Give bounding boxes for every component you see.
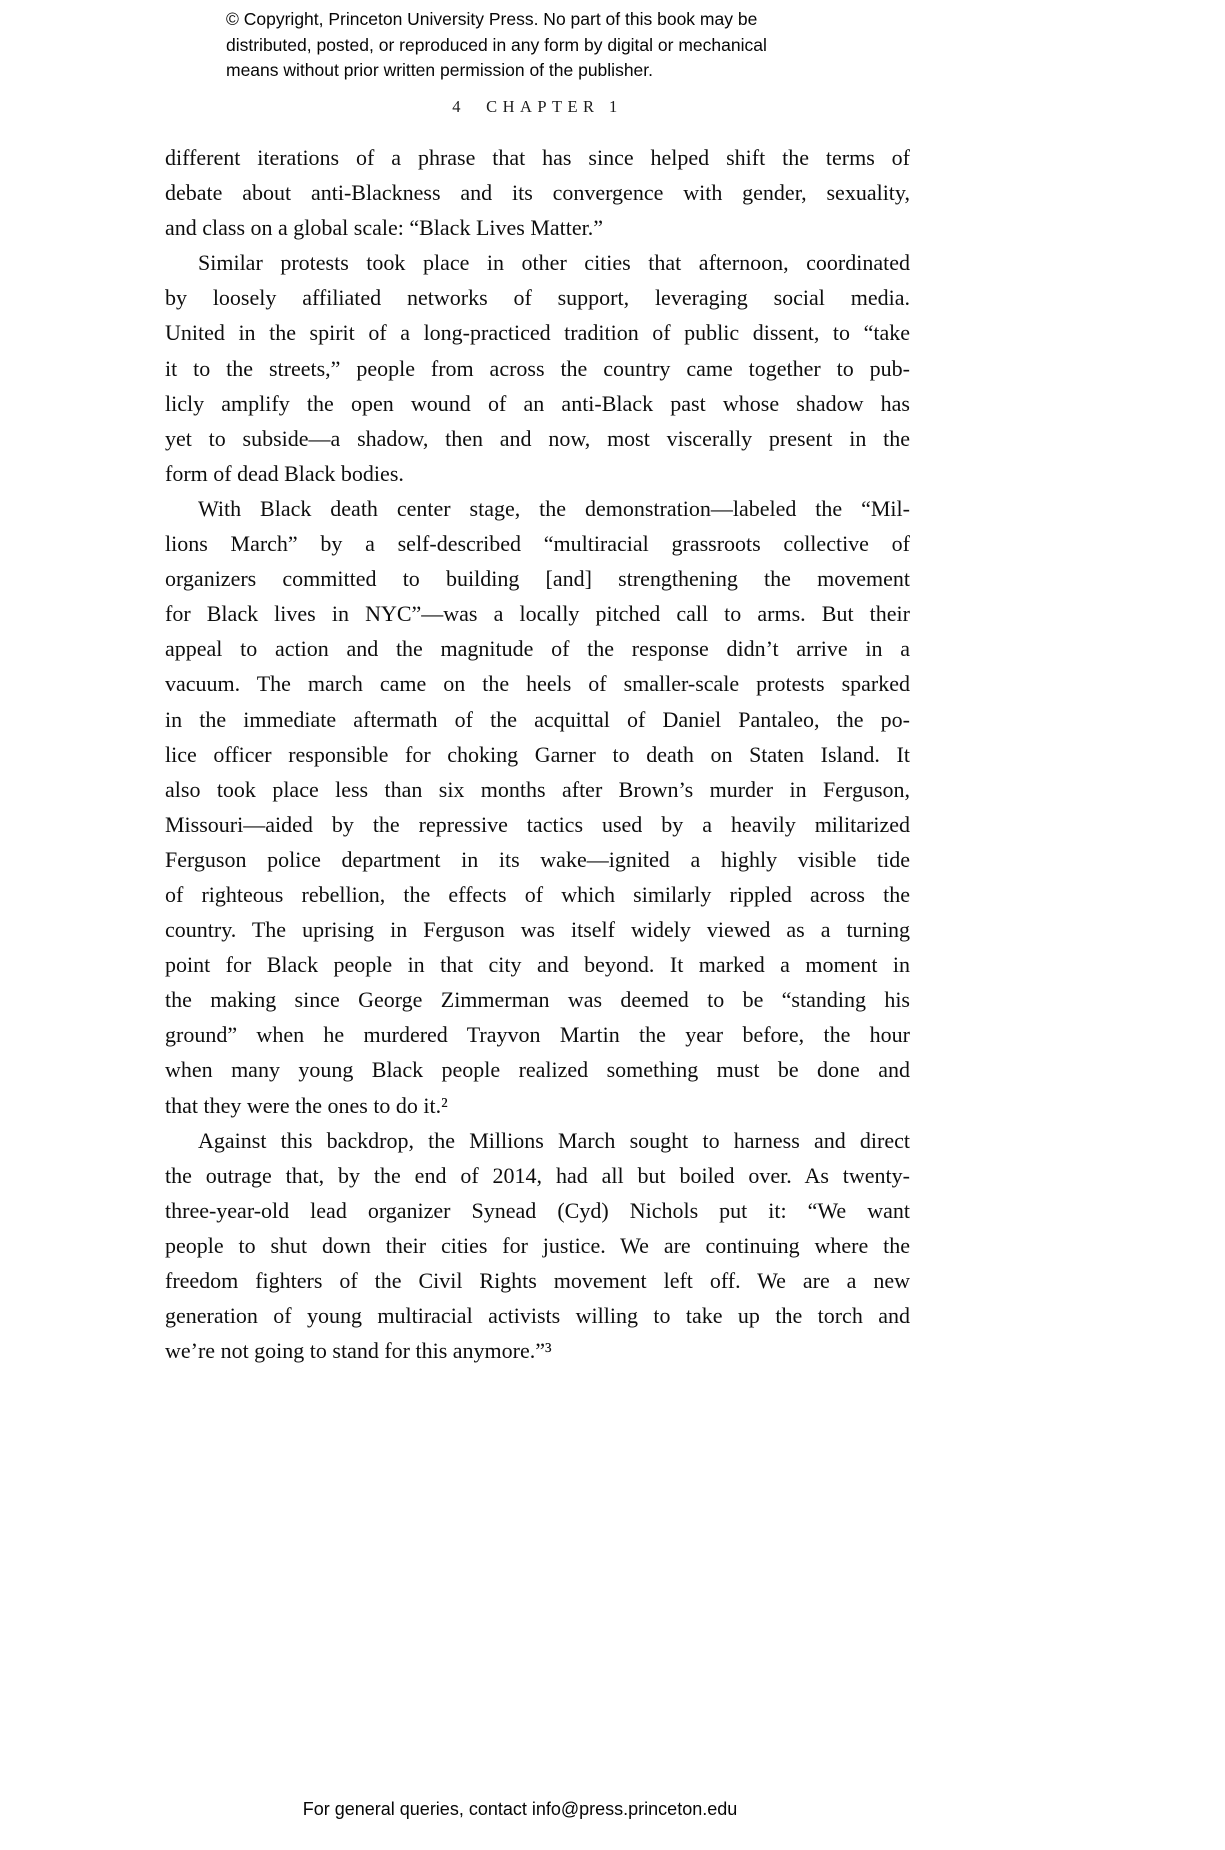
text-line: the outrage that, by the end of 2014, had all but boiled over. As twenty- <box>165 1162 910 1188</box>
page-number: 4 <box>452 97 463 116</box>
text-line: when many young Black people realized something must be done and <box>165 1057 910 1083</box>
copyright-line: means without prior written permission of the publisher. <box>226 60 654 80</box>
copyright-line: © Copyright, Princeton University Press. No part of this book may be <box>226 9 758 29</box>
paragraph <box>165 140 910 245</box>
text-line: by loosely affiliated networks of support, leveraging social media. <box>165 285 910 311</box>
text-line: yet to subside—a shadow, then and now, most viscerally present in the <box>165 425 910 451</box>
paragraph <box>165 491 910 1123</box>
text-line: also took place less than six months after Brown’s murder in Ferguson, <box>165 776 910 802</box>
text-line: of righteous rebellion, the effects of which similarly rippled across the <box>165 881 910 907</box>
text-line: freedom fighters of the Civil Rights movement left off. We are a new <box>165 1268 910 1293</box>
text-line: it to the streets,” people from across the country came together to pub- <box>165 355 910 381</box>
paragraph <box>165 245 910 491</box>
text-line: Missouri—aided by the repressive tactics used by a heavily militarized <box>165 811 910 837</box>
paragraph <box>165 1123 910 1369</box>
body-text <box>165 140 910 1368</box>
text-line: vacuum. The march came on the heels of smaller-scale protests sparked <box>165 671 910 697</box>
footer-contact: For general queries, contact info@press.princeton.edu <box>302 1799 738 1819</box>
text-line: debate about anti-Blackness and its convergence with gender, sexuality, <box>165 180 910 206</box>
text-line: United in the spirit of a long-practiced tradition of public dissent, to “take <box>165 320 910 346</box>
text-line: lice officer responsible for choking Garner to death on Staten Island. It <box>165 741 910 767</box>
text-line: for Black lives in NYC”—was a locally pitched call to arms. But their <box>165 601 910 627</box>
text-line: generation of young multiracial activists willing to take up the torch and <box>165 1303 910 1329</box>
text-line: people to shut down their cities for justice. We are continuing where the <box>165 1232 910 1258</box>
text-line: licly amplify the open wound of an anti-Black past whose shadow has <box>165 390 910 416</box>
text-line: in the immediate aftermath of the acquittal of Daniel Pantaleo, the po- <box>165 706 910 732</box>
text-line: Against this backdrop, the Millions March sought to harness and direct <box>198 1127 910 1153</box>
text-line: country. The uprising in Ferguson was itself widely viewed as a turning <box>165 917 910 943</box>
text-line: ground” when he murdered Trayvon Martin the year before, the hour <box>165 1022 910 1048</box>
text-line: appeal to action and the magnitude of the response didn’t arrive in a <box>165 636 910 662</box>
text-line: three-year-old lead organizer Synead (Cyd) Nichols put it: “We want <box>165 1197 910 1223</box>
text-line: organizers committed to building [and] strengthening the movement <box>165 566 910 592</box>
running-head <box>165 97 910 117</box>
text-line: and class on a global scale: “Black Lives Matter.” <box>165 215 604 241</box>
text-line: lions March” by a self-described “multiracial grassroots collective of <box>165 531 910 557</box>
text-line: Similar protests took place in other cities that afternoon, coordinated <box>198 250 910 276</box>
text-line: Ferguson police department in its wake—ignited a highly visible tide <box>165 846 910 872</box>
text-line: form of dead Black bodies. <box>165 460 404 486</box>
text-line: point for Black people in that city and beyond. It marked a moment in <box>165 952 910 978</box>
text-line: different iterations of a phrase that has since helped shift the terms of <box>165 145 910 170</box>
text-line: we’re not going to stand for this anymore.”³ <box>165 1338 552 1364</box>
text-line: that they were the ones to do it.² <box>165 1092 448 1118</box>
text-line: the making since George Zimmerman was deemed to be “standing his <box>165 987 910 1013</box>
copyright-line: distributed, posted, or reproduced in any form by digital or mechanical <box>226 34 767 55</box>
chapter-heading: CHAPTER 1 <box>486 97 623 116</box>
copyright-notice <box>226 7 846 84</box>
text-line: With Black death center stage, the demonstration—labeled the “Mil- <box>198 495 910 521</box>
